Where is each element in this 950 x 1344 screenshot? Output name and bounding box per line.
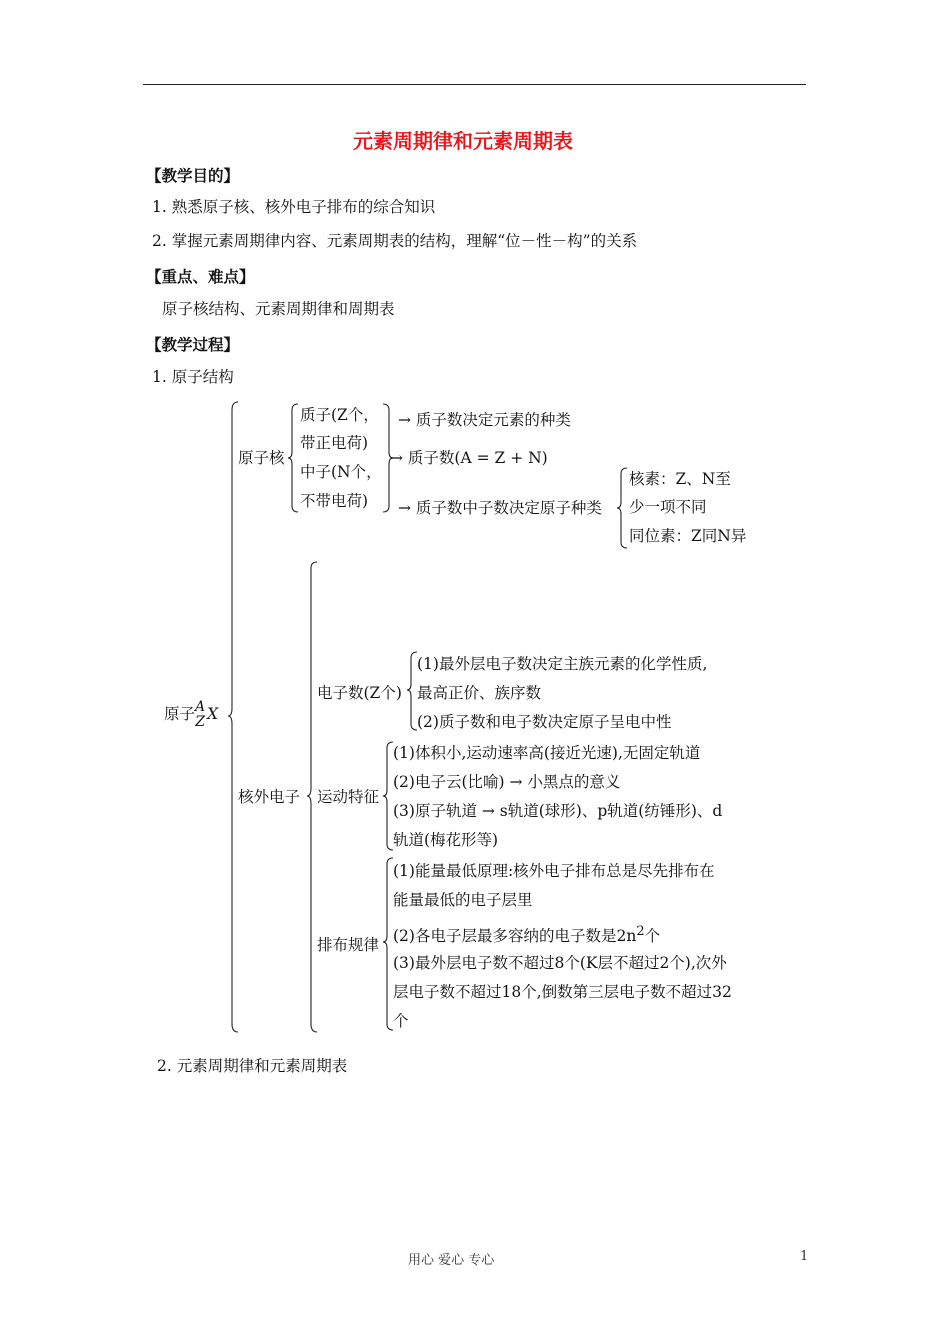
nuclide-line-1: 核素：Z、N至 bbox=[629, 470, 731, 488]
neutron-line-2: 不带电荷) bbox=[300, 492, 369, 510]
electron-count-label: 电子数(Z个) bbox=[317, 684, 402, 702]
brace-motion bbox=[383, 742, 393, 850]
keypoints-text: 原子核结构、元素周期律和周期表 bbox=[162, 300, 395, 318]
brace-nuclide bbox=[617, 468, 627, 548]
objectives-heading: 【教学目的】 bbox=[146, 167, 240, 185]
electron-count-line-2: 最高正价、族序数 bbox=[417, 684, 542, 702]
electrons-label: 核外电子 bbox=[238, 788, 301, 806]
page-number: 1 bbox=[800, 1249, 809, 1264]
brace-root bbox=[228, 402, 238, 1032]
process-heading: 【教学过程】 bbox=[146, 336, 240, 354]
arrangement-line-6: 个 bbox=[393, 1012, 409, 1030]
electron-count-line-1: (1)最外层电子数决定主族元素的化学性质, bbox=[417, 655, 708, 673]
brace-nucleus bbox=[288, 404, 298, 512]
arrangement-label: 排布规律 bbox=[317, 936, 380, 954]
arrow-proton-element: → 质子数决定元素的种类 bbox=[398, 411, 571, 429]
arrangement-line-3-superscript: 2 bbox=[636, 924, 645, 939]
neutron-line-1: 中子(N个， bbox=[300, 463, 382, 481]
arrangement-line-3 bbox=[393, 922, 660, 946]
arrangement-line-3-end: 个 bbox=[644, 927, 661, 946]
arrangement-line-2: 能量最低的电子层里 bbox=[393, 891, 533, 909]
nucleus-label: 原子核 bbox=[238, 449, 285, 467]
proton-line-1: 质子(Z个， bbox=[300, 406, 379, 424]
arrangement-line-5: 层电子数不超过18个,倒数第三层电子数不超过32 bbox=[393, 983, 732, 1001]
brace-ecount bbox=[407, 652, 417, 730]
arrangement-line-3-text: (2)各电子层最多容纳的电子数是2n bbox=[393, 927, 637, 946]
motion-line-4: 轨道(梅花形等) bbox=[393, 831, 499, 849]
root-nuclide-notation bbox=[195, 700, 205, 730]
electron-count-line-3: (2)质子数和电子数决定原子呈电中性 bbox=[417, 713, 672, 731]
root-atomic-number: Z bbox=[195, 714, 205, 730]
item-periodic-law: 2. 元素周期律和元素周期表 bbox=[157, 1057, 348, 1075]
root-atom bbox=[164, 700, 218, 730]
arrow-mass-number: → 质子数(A = Z + N) bbox=[390, 449, 548, 467]
arrangement-line-4: (3)最外层电子数不超过8个(K层不超过2个),次外 bbox=[393, 954, 727, 972]
item-atomic-structure: 1. 原子结构 bbox=[152, 368, 234, 386]
nuclide-line-2: 少一项不同 bbox=[629, 498, 707, 516]
root-label: 原子 bbox=[164, 705, 196, 723]
keypoints-heading: 【重点、难点】 bbox=[146, 268, 255, 286]
root-symbol: X bbox=[207, 705, 219, 723]
document-title: 元素周期律和元素周期表 bbox=[353, 129, 573, 153]
brace-arrange bbox=[383, 858, 393, 1030]
motion-line-1: (1)体积小,运动速率高(接近光速),无固定轨道 bbox=[393, 744, 701, 762]
objective-2: 2. 掌握元素周期律内容、元素周期表的结构，理解“位－性－构”的关系 bbox=[152, 232, 638, 250]
motion-line-2: (2)电子云(比喻) → 小黑点的意义 bbox=[393, 773, 621, 791]
isotope-line: 同位素：Z同N异 bbox=[629, 527, 747, 545]
objective-1: 1. 熟悉原子核、核外电子排布的综合知识 bbox=[152, 198, 436, 216]
brace-electrons bbox=[307, 562, 317, 1032]
root-mass-number: A bbox=[195, 699, 206, 715]
arrangement-line-1: (1)能量最低原理:核外电子排布总是尽先排布在 bbox=[393, 862, 715, 880]
motion-line-3: (3)原子轨道 → s轨道(球形)、p轨道(纺锤形)、d bbox=[393, 802, 723, 820]
footer-motto: 用心 爱心 专心 bbox=[408, 1253, 495, 1268]
proton-line-2: 带正电荷) bbox=[300, 434, 369, 452]
arrow-nuclide-type: → 质子数中子数决定原子种类 bbox=[398, 499, 602, 517]
motion-label: 运动特征 bbox=[317, 788, 380, 806]
